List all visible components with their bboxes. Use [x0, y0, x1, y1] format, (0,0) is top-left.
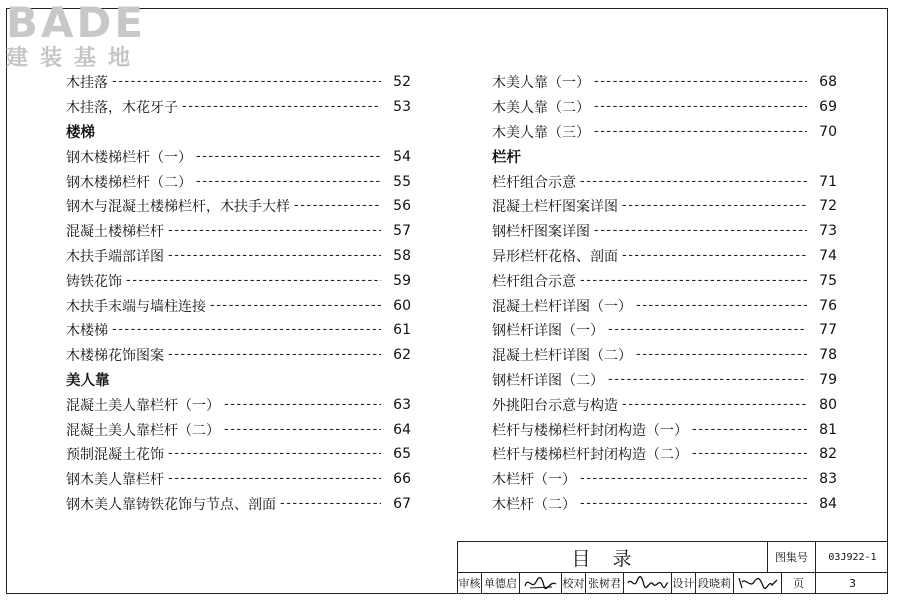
toc-entry: [492, 492, 837, 517]
toc-entry: [492, 467, 837, 492]
toc-entry-title: 木美人靠（三）: [492, 124, 590, 141]
designer-signature: [734, 572, 782, 594]
dot-leader: [294, 199, 381, 213]
toc-entry: [492, 417, 837, 442]
dot-leader: [594, 125, 807, 139]
reviewer-name: 单德启: [482, 572, 520, 594]
toc-entry-page: 66: [393, 471, 411, 488]
reviewer-signature: [520, 572, 562, 594]
toc-entry-title: 木挂落，木花牙子: [66, 100, 178, 117]
toc-entry: [66, 417, 411, 442]
dot-leader: [594, 100, 807, 114]
dot-leader: [580, 175, 807, 189]
toc-entry-page: 84: [819, 495, 837, 512]
dot-leader: [168, 249, 381, 263]
toc-left-column: [66, 70, 411, 516]
dot-leader: [608, 323, 807, 337]
toc-entry-page: 79: [819, 371, 837, 388]
toc-entry-title: 钢木美人靠铸铁花饰与节点、剖面: [66, 496, 276, 513]
toc-entry-title: 栏杆与楼梯栏杆封闭构造（一）: [492, 422, 688, 439]
toc-entry-page: 78: [819, 347, 837, 364]
toc-entry-title: 栏杆与楼梯栏杆封闭构造（二）: [492, 447, 688, 464]
toc-entry-page: 57: [393, 223, 411, 240]
toc-entry-title: 栏杆组合示意: [492, 174, 576, 191]
toc-entry-page: 53: [393, 99, 411, 116]
toc-entry: [492, 343, 837, 368]
toc-entry: [492, 120, 837, 145]
toc-entry-title: 混凝土栏杆图案详图: [492, 199, 618, 216]
atlas-number: 03J922-1: [828, 551, 877, 563]
dot-leader: [210, 299, 381, 313]
toc-entry-title: 木美人靠（一）: [492, 75, 590, 92]
toc-entry-title: 混凝土栏杆详图（一）: [492, 298, 632, 315]
toc-entry-title: 钢栏杆详图（二）: [492, 372, 604, 389]
toc-entry-title: 异形栏杆花格、剖面: [492, 248, 618, 265]
toc-entry-title: 木扶手端部详图: [66, 248, 164, 265]
toc-entry: [66, 467, 411, 492]
dot-leader: [168, 224, 381, 238]
toc-entry-page: 80: [819, 396, 837, 413]
toc-entry: [492, 442, 837, 467]
toc-entry-title: 混凝土美人靠栏杆（一）: [66, 397, 220, 414]
toc-entry-page: 56: [393, 198, 411, 215]
page-label: 页: [782, 572, 816, 594]
design-label: 设计: [672, 572, 696, 594]
toc-entry: [492, 70, 837, 95]
toc-entry-page: 59: [393, 272, 411, 289]
dot-leader: [126, 274, 381, 288]
toc-entry-page: 64: [393, 421, 411, 438]
dot-leader: [622, 398, 807, 412]
toc-entry: [492, 194, 837, 219]
toc-entry-title: 木楼梯花饰图案: [66, 348, 164, 365]
dot-leader: [168, 348, 381, 362]
toc-right-column: [492, 70, 837, 516]
watermark-logo: [6, 2, 146, 72]
toc-entry-title: 钢木与混凝土楼梯栏杆，木扶手大样: [66, 199, 290, 216]
dot-leader: [608, 373, 807, 387]
toc-entry-page: 71: [819, 173, 837, 190]
review-label: 审核: [458, 572, 482, 594]
toc-entry-title: 钢栏杆详图（一）: [492, 323, 604, 340]
dot-leader: [622, 249, 807, 263]
title-block: [457, 541, 888, 594]
toc-entry-page: 60: [393, 297, 411, 314]
toc-entry: [66, 392, 411, 417]
toc-section-heading: [66, 368, 411, 393]
toc-entry-title: 钢木楼梯栏杆（二）: [66, 174, 192, 191]
dot-leader: [196, 175, 381, 189]
toc-entry-page: 77: [819, 322, 837, 339]
toc-entry-title: 木美人靠（二）: [492, 100, 590, 117]
dot-leader: [580, 274, 807, 288]
toc-entry: [66, 293, 411, 318]
dot-leader: [168, 447, 381, 461]
dot-leader: [692, 423, 807, 437]
dot-leader: [580, 472, 807, 486]
toc-entry: [66, 144, 411, 169]
toc-entry-title: 外挑阳台示意与构造: [492, 397, 618, 414]
dot-leader: [112, 323, 381, 337]
dot-leader: [196, 150, 381, 164]
toc-entry-title: 混凝土楼梯栏杆: [66, 224, 164, 241]
toc-entry-page: 63: [393, 396, 411, 413]
toc-entry: [492, 318, 837, 343]
dot-leader: [224, 398, 381, 412]
title-block-main-title: 目录: [458, 542, 768, 572]
logo-subtitle: 建装基地: [6, 46, 143, 71]
toc-entry-page: 65: [393, 446, 411, 463]
toc-entry: [492, 368, 837, 393]
toc-entry: [492, 268, 837, 293]
toc-entry: [492, 392, 837, 417]
toc-entry-page: 74: [819, 247, 837, 264]
section-heading-text: 栏杆: [492, 150, 521, 167]
toc-entry-page: 76: [819, 297, 837, 314]
toc-entry-title: 钢栏杆图案详图: [492, 224, 590, 241]
dot-leader: [280, 497, 381, 511]
dot-leader: [636, 348, 807, 362]
dot-leader: [594, 224, 807, 238]
toc-entry: [66, 343, 411, 368]
toc-entry-page: 82: [819, 446, 837, 463]
toc-section-heading: [66, 120, 411, 145]
toc-entry: [66, 442, 411, 467]
check-label: 校对: [562, 572, 586, 594]
atlas-number-label: 图集号: [768, 542, 816, 572]
toc-entry-page: 69: [819, 99, 837, 116]
toc-entry: [66, 70, 411, 95]
toc-entry-title: 预制混凝土花饰: [66, 447, 164, 464]
toc-entry: [66, 194, 411, 219]
toc-entry: [66, 268, 411, 293]
logo-brand: BADE: [6, 0, 147, 47]
toc-entry-title: 栏杆组合示意: [492, 273, 576, 290]
toc-entry-page: 61: [393, 322, 411, 339]
toc-entry-page: 83: [819, 471, 837, 488]
toc-entry-title: 混凝土美人靠栏杆（二）: [66, 422, 220, 439]
checker-name: 张树君: [586, 572, 624, 594]
toc-entry-title: 钢木美人靠栏杆: [66, 472, 164, 489]
toc-entry-page: 75: [819, 272, 837, 289]
toc-entry: [492, 95, 837, 120]
dot-leader: [168, 472, 381, 486]
toc-entry-page: 62: [393, 347, 411, 364]
toc-entry-title: 钢木楼梯栏杆（一）: [66, 149, 192, 166]
toc-section-heading: [492, 144, 837, 169]
dot-leader: [594, 75, 807, 89]
designer-name: 段晓莉: [696, 572, 734, 594]
toc-entry: [492, 219, 837, 244]
dot-leader: [622, 199, 807, 213]
toc-entry: [492, 293, 837, 318]
toc-entry-title: 木挂落: [66, 75, 108, 92]
toc-entry-title: 木楼梯: [66, 323, 108, 340]
toc-entry-page: 73: [819, 223, 837, 240]
toc-entry-page: 55: [393, 173, 411, 190]
dot-leader: [692, 447, 807, 461]
toc-entry-title: 混凝土栏杆详图（二）: [492, 348, 632, 365]
toc-entry-page: 68: [819, 74, 837, 91]
toc-entry-page: 58: [393, 247, 411, 264]
page-number: 3: [849, 576, 856, 590]
toc-entry-page: 81: [819, 421, 837, 438]
toc-entry: [66, 95, 411, 120]
toc-entry-page: 72: [819, 198, 837, 215]
toc-entry-title: 木扶手末端与墙柱连接: [66, 298, 206, 315]
dot-leader: [580, 497, 807, 511]
toc-entry: [66, 219, 411, 244]
toc-entry-page: 70: [819, 123, 837, 140]
section-heading-text: 美人靠: [66, 373, 110, 390]
dot-leader: [636, 299, 807, 313]
toc-entry-title: 木栏杆（一）: [492, 472, 576, 489]
dot-leader: [182, 100, 381, 114]
toc-entry: [492, 244, 837, 269]
toc-entry-page: 67: [393, 495, 411, 512]
checker-signature: [624, 572, 672, 594]
toc-entry-title: 木栏杆（二）: [492, 496, 576, 513]
toc-entry-page: 54: [393, 148, 411, 165]
toc-entry: [66, 244, 411, 269]
dot-leader: [224, 423, 381, 437]
dot-leader: [112, 75, 381, 89]
toc-entry: [66, 318, 411, 343]
toc-entry: [66, 492, 411, 517]
toc-entry-page: 52: [393, 74, 411, 91]
toc-entry-title: 铸铁花饰: [66, 273, 122, 290]
toc-entry: [66, 169, 411, 194]
toc-entry: [492, 169, 837, 194]
section-heading-text: 楼梯: [66, 125, 95, 142]
